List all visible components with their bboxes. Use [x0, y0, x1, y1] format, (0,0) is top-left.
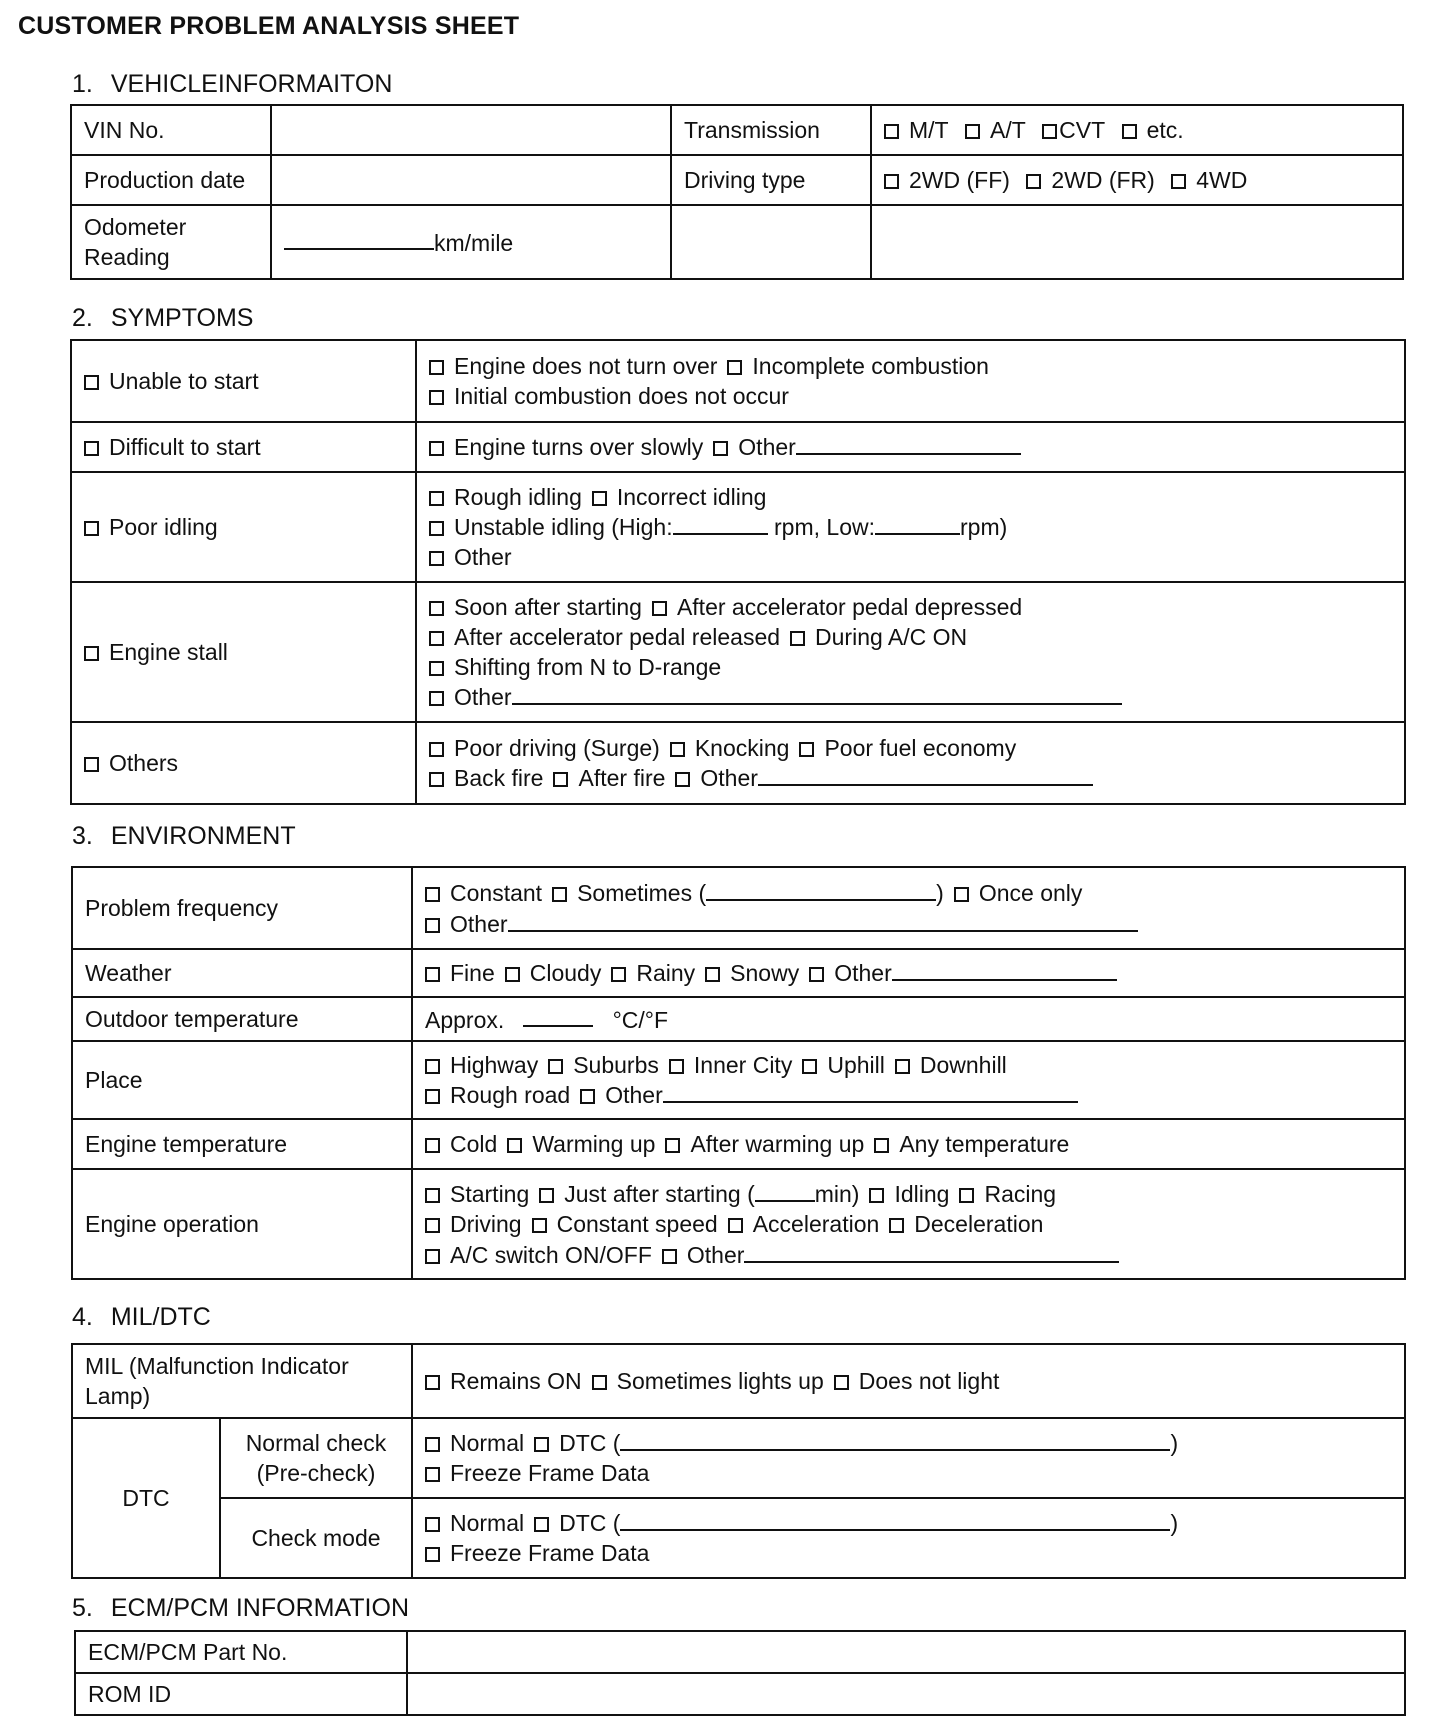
option[interactable]: Any temperature	[874, 1131, 1069, 1157]
driving-option[interactable]: 2WD (FR)	[1026, 167, 1154, 193]
option[interactable]: Racing	[959, 1181, 1056, 1207]
option[interactable]: DTC ( )	[534, 1510, 1178, 1536]
driving-option[interactable]: 4WD	[1171, 167, 1247, 193]
production-date-label: Production date	[71, 155, 271, 205]
checkbox-icon	[954, 887, 969, 902]
ecm-part-field[interactable]	[407, 1631, 1405, 1673]
transmission-options	[871, 105, 1403, 155]
checkbox-icon	[425, 1188, 440, 1203]
checkbox-icon	[425, 1437, 440, 1452]
odometer-label: Odometer Reading	[71, 205, 271, 279]
symptom-poor-idling[interactable]: Poor idling	[71, 472, 416, 582]
section-1-heading: 1. VEHICLEINFORMAITON	[72, 70, 393, 98]
option[interactable]: Other	[662, 1242, 1120, 1268]
checkbox-icon	[652, 601, 667, 616]
option[interactable]: Remains ON	[425, 1368, 582, 1394]
mil-dtc-table	[71, 1343, 1406, 1579]
option[interactable]: Shifting from N to D-range	[429, 654, 721, 680]
option[interactable]: Other	[675, 765, 1093, 791]
page-title: CUSTOMER PROBLEM ANALYSIS SHEET	[18, 12, 520, 40]
minutes-blank[interactable]	[755, 1178, 815, 1202]
option[interactable]: Initial combustion does not occur	[429, 383, 789, 409]
normal-check-label: Normal check (Pre-check)	[220, 1418, 412, 1498]
option[interactable]: Rough idling	[429, 484, 582, 510]
checkbox-icon	[1122, 124, 1137, 139]
option[interactable]: Other	[580, 1082, 1078, 1108]
option[interactable]: During A/C ON	[790, 624, 967, 650]
checkbox-icon	[425, 967, 440, 982]
option[interactable]: Cloudy	[505, 960, 602, 986]
option[interactable]: Incorrect idling	[592, 484, 767, 510]
ecm-part-label: ECM/PCM Part No.	[75, 1631, 407, 1673]
checkbox-icon	[425, 1249, 440, 1264]
option[interactable]: Warming up	[507, 1131, 655, 1157]
engine-operation-options	[412, 1169, 1405, 1279]
symptom-engine-stall[interactable]: Engine stall	[71, 582, 416, 722]
outdoor-temperature-label: Outdoor temperature	[72, 997, 412, 1041]
transmission-option[interactable]: CVT	[1042, 117, 1105, 143]
checkbox-icon	[1171, 174, 1186, 189]
transmission-option[interactable]: A/T	[965, 117, 1026, 143]
option[interactable]: Cold	[425, 1131, 497, 1157]
option[interactable]: Acceleration	[728, 1211, 880, 1237]
checkbox-icon	[532, 1218, 547, 1233]
checkbox-icon	[425, 887, 440, 902]
checkbox-icon	[874, 1138, 889, 1153]
checkbox-icon	[548, 1059, 563, 1074]
dtc-label: DTC	[72, 1418, 220, 1578]
option[interactable]: Poor driving (Surge)	[429, 735, 660, 761]
option[interactable]: Once only	[954, 880, 1083, 906]
checkbox-icon	[429, 631, 444, 646]
checkbox-icon	[534, 1437, 549, 1452]
checkbox-icon	[889, 1218, 904, 1233]
checkbox-icon	[429, 390, 444, 405]
checkbox-icon	[869, 1188, 884, 1203]
mil-label: MIL (Malfunction Indicator Lamp)	[72, 1344, 412, 1418]
checkbox-icon	[728, 1218, 743, 1233]
checkbox-icon	[669, 1059, 684, 1074]
temperature-blank[interactable]	[523, 1004, 593, 1028]
option[interactable]: Soon after starting	[429, 594, 642, 620]
checkbox-icon	[425, 1089, 440, 1104]
checkbox-icon	[959, 1188, 974, 1203]
empty-cell	[871, 205, 1403, 279]
engine-stall-options	[416, 582, 1405, 722]
option[interactable]: Fine	[425, 960, 495, 986]
option[interactable]: Starting	[425, 1181, 529, 1207]
option[interactable]: Constant	[425, 880, 542, 906]
option[interactable]: Idling	[869, 1181, 949, 1207]
symptoms-table	[70, 339, 1406, 805]
checkbox-icon	[539, 1188, 554, 1203]
outdoor-temperature-field: Approx. °C/°F	[412, 997, 1405, 1041]
environment-table	[71, 866, 1406, 1280]
section-3-heading: 3. ENVIRONMENT	[72, 822, 296, 850]
mil-options	[412, 1344, 1405, 1418]
checkbox-icon	[552, 887, 567, 902]
checkbox-icon	[425, 1467, 440, 1482]
option[interactable]: Other	[429, 544, 512, 570]
option[interactable]: Normal	[425, 1510, 524, 1536]
checkbox-icon	[505, 967, 520, 982]
checkbox-icon	[425, 1059, 440, 1074]
checkbox-icon	[665, 1138, 680, 1153]
option[interactable]: Freeze Frame Data	[425, 1460, 649, 1486]
vin-label: VIN No.	[71, 105, 271, 155]
other-blank[interactable]	[758, 763, 1093, 787]
other-blank[interactable]	[512, 682, 1122, 706]
checkbox-icon	[84, 441, 99, 456]
checkbox-icon	[727, 360, 742, 375]
option[interactable]: Engine does not turn over	[429, 353, 717, 379]
other-blank[interactable]	[663, 1080, 1078, 1104]
option[interactable]: DTC ( )	[534, 1430, 1178, 1456]
checkbox-icon	[429, 661, 444, 676]
problem-frequency-label: Problem frequency	[72, 867, 412, 949]
option[interactable]: Suburbs	[548, 1052, 659, 1078]
checkbox-icon	[84, 375, 99, 390]
section-5-heading: 5. ECM/PCM INFORMATION	[72, 1594, 409, 1622]
transmission-label: Transmission	[671, 105, 871, 155]
other-blank[interactable]	[744, 1239, 1119, 1263]
checkbox-icon	[884, 174, 899, 189]
option[interactable]: Incomplete combustion	[727, 353, 989, 379]
checkbox-icon	[429, 521, 444, 536]
checkbox-icon	[429, 441, 444, 456]
transmission-option[interactable]: etc.	[1122, 117, 1184, 143]
option[interactable]: Rainy	[611, 960, 695, 986]
option[interactable]: Inner City	[669, 1052, 792, 1078]
checkbox-icon	[965, 124, 980, 139]
option[interactable]: Back fire	[429, 765, 543, 791]
option[interactable]: Driving	[425, 1211, 522, 1237]
odometer-blank[interactable]	[284, 227, 434, 251]
checkbox-icon	[425, 1138, 440, 1153]
option[interactable]: Freeze Frame Data	[425, 1540, 649, 1566]
section-2-heading: 2. SYMPTOMS	[72, 304, 254, 332]
checkbox-icon	[592, 1375, 607, 1390]
others-options	[416, 722, 1405, 804]
option[interactable]: After accelerator pedal depressed	[652, 594, 1022, 620]
option[interactable]: A/C switch ON/OFF	[425, 1242, 652, 1268]
option[interactable]: Knocking	[670, 735, 790, 761]
option[interactable]: Constant speed	[532, 1211, 718, 1237]
check-mode-options	[412, 1498, 1405, 1578]
symptom-unable-to-start[interactable]: Unable to start	[71, 340, 416, 422]
checkbox-icon	[429, 742, 444, 757]
odometer-field[interactable]: km/mile	[271, 205, 671, 279]
checkbox-icon	[1042, 124, 1057, 139]
checkbox-icon	[429, 551, 444, 566]
vehicle-info-table	[70, 104, 1404, 280]
other-blank[interactable]	[892, 958, 1117, 982]
checkbox-icon	[592, 491, 607, 506]
option[interactable]: Uphill	[802, 1052, 885, 1078]
option[interactable]: Sometimes ( )	[552, 880, 944, 906]
checkbox-icon	[429, 601, 444, 616]
checkbox-icon	[713, 441, 728, 456]
option[interactable]: After warming up	[665, 1131, 864, 1157]
transmission-option[interactable]: M/T	[884, 117, 949, 143]
checkbox-icon	[895, 1059, 910, 1074]
section-4-heading: 4. MIL/DTC	[72, 1303, 211, 1331]
place-label: Place	[72, 1041, 412, 1119]
driving-option[interactable]: 2WD (FF)	[884, 167, 1010, 193]
option[interactable]: Other	[809, 960, 1117, 986]
engine-temperature-label: Engine temperature	[72, 1119, 412, 1169]
checkbox-icon	[809, 967, 824, 982]
checkbox-icon	[799, 742, 814, 757]
option[interactable]: Downhill	[895, 1052, 1007, 1078]
symptom-difficult-to-start[interactable]: Difficult to start	[71, 422, 416, 472]
problem-frequency-options	[412, 867, 1405, 949]
option[interactable]: After fire	[553, 765, 665, 791]
other-blank[interactable]	[508, 908, 1138, 932]
checkbox-icon	[84, 646, 99, 661]
checkbox-icon	[1026, 174, 1041, 189]
checkbox-icon	[834, 1375, 849, 1390]
rom-id-label: ROM ID	[75, 1673, 407, 1715]
checkbox-icon	[790, 631, 805, 646]
checkbox-icon	[670, 742, 685, 757]
checkbox-icon	[534, 1517, 549, 1532]
checkbox-icon	[425, 1547, 440, 1562]
checkbox-icon	[429, 491, 444, 506]
driving-type-label: Driving type	[671, 155, 871, 205]
rom-id-field[interactable]	[407, 1673, 1405, 1715]
place-options	[412, 1041, 1405, 1119]
checkbox-icon	[802, 1059, 817, 1074]
rpm-low-blank[interactable]	[875, 512, 960, 536]
checkbox-icon	[429, 772, 444, 787]
option[interactable]: Poor fuel economy	[799, 735, 1016, 761]
checkbox-icon	[425, 1375, 440, 1390]
option[interactable]: Deceleration	[889, 1211, 1043, 1237]
checkbox-icon	[580, 1089, 595, 1104]
checkbox-icon	[611, 967, 626, 982]
checkbox-icon	[84, 521, 99, 536]
normal-check-options	[412, 1418, 1405, 1498]
option[interactable]: Other	[429, 684, 1122, 710]
ecm-info-table	[74, 1630, 1406, 1716]
rpm-high-blank[interactable]	[673, 512, 768, 536]
vin-field[interactable]	[271, 105, 671, 155]
dtc-blank[interactable]	[620, 1508, 1170, 1532]
checkbox-icon	[425, 1218, 440, 1233]
option[interactable]: After accelerator pedal released	[429, 624, 780, 650]
option[interactable]: Highway	[425, 1052, 538, 1078]
other-blank[interactable]	[796, 432, 1021, 456]
option[interactable]: Other	[425, 911, 1138, 937]
option[interactable]: Engine turns over slowly	[429, 434, 703, 460]
difficult-to-start-options	[416, 422, 1405, 472]
option[interactable]: Does not light	[834, 1368, 1000, 1394]
checkbox-icon	[553, 772, 568, 787]
option[interactable]: Unstable idling (High: rpm, Low: rpm)	[429, 514, 1007, 540]
unable-to-start-options	[416, 340, 1405, 422]
production-date-field[interactable]	[271, 155, 671, 205]
checkbox-icon	[429, 691, 444, 706]
dtc-blank[interactable]	[620, 1428, 1170, 1452]
checkbox-icon	[507, 1138, 522, 1153]
option[interactable]: Sometimes lights up	[592, 1368, 824, 1394]
driving-type-options	[871, 155, 1403, 205]
poor-idling-options	[416, 472, 1405, 582]
symptom-others[interactable]: Others	[71, 722, 416, 804]
option[interactable]: Snowy	[705, 960, 799, 986]
weather-label: Weather	[72, 949, 412, 997]
engine-temperature-options	[412, 1119, 1405, 1169]
checkbox-icon	[84, 757, 99, 772]
weather-options	[412, 949, 1405, 997]
option[interactable]: Other	[713, 434, 1021, 460]
checkbox-icon	[429, 360, 444, 375]
checkbox-icon	[675, 772, 690, 787]
option[interactable]: Rough road	[425, 1082, 570, 1108]
checkbox-icon	[425, 918, 440, 933]
checkbox-icon	[705, 967, 720, 982]
sometimes-blank[interactable]	[706, 877, 936, 901]
checkbox-icon	[425, 1517, 440, 1532]
checkbox-icon	[662, 1249, 677, 1264]
engine-operation-label: Engine operation	[72, 1169, 412, 1279]
option[interactable]: Normal	[425, 1430, 524, 1456]
option[interactable]: Just after starting ( min)	[539, 1181, 859, 1207]
check-mode-label: Check mode	[220, 1498, 412, 1578]
empty-cell	[671, 205, 871, 279]
checkbox-icon	[884, 124, 899, 139]
